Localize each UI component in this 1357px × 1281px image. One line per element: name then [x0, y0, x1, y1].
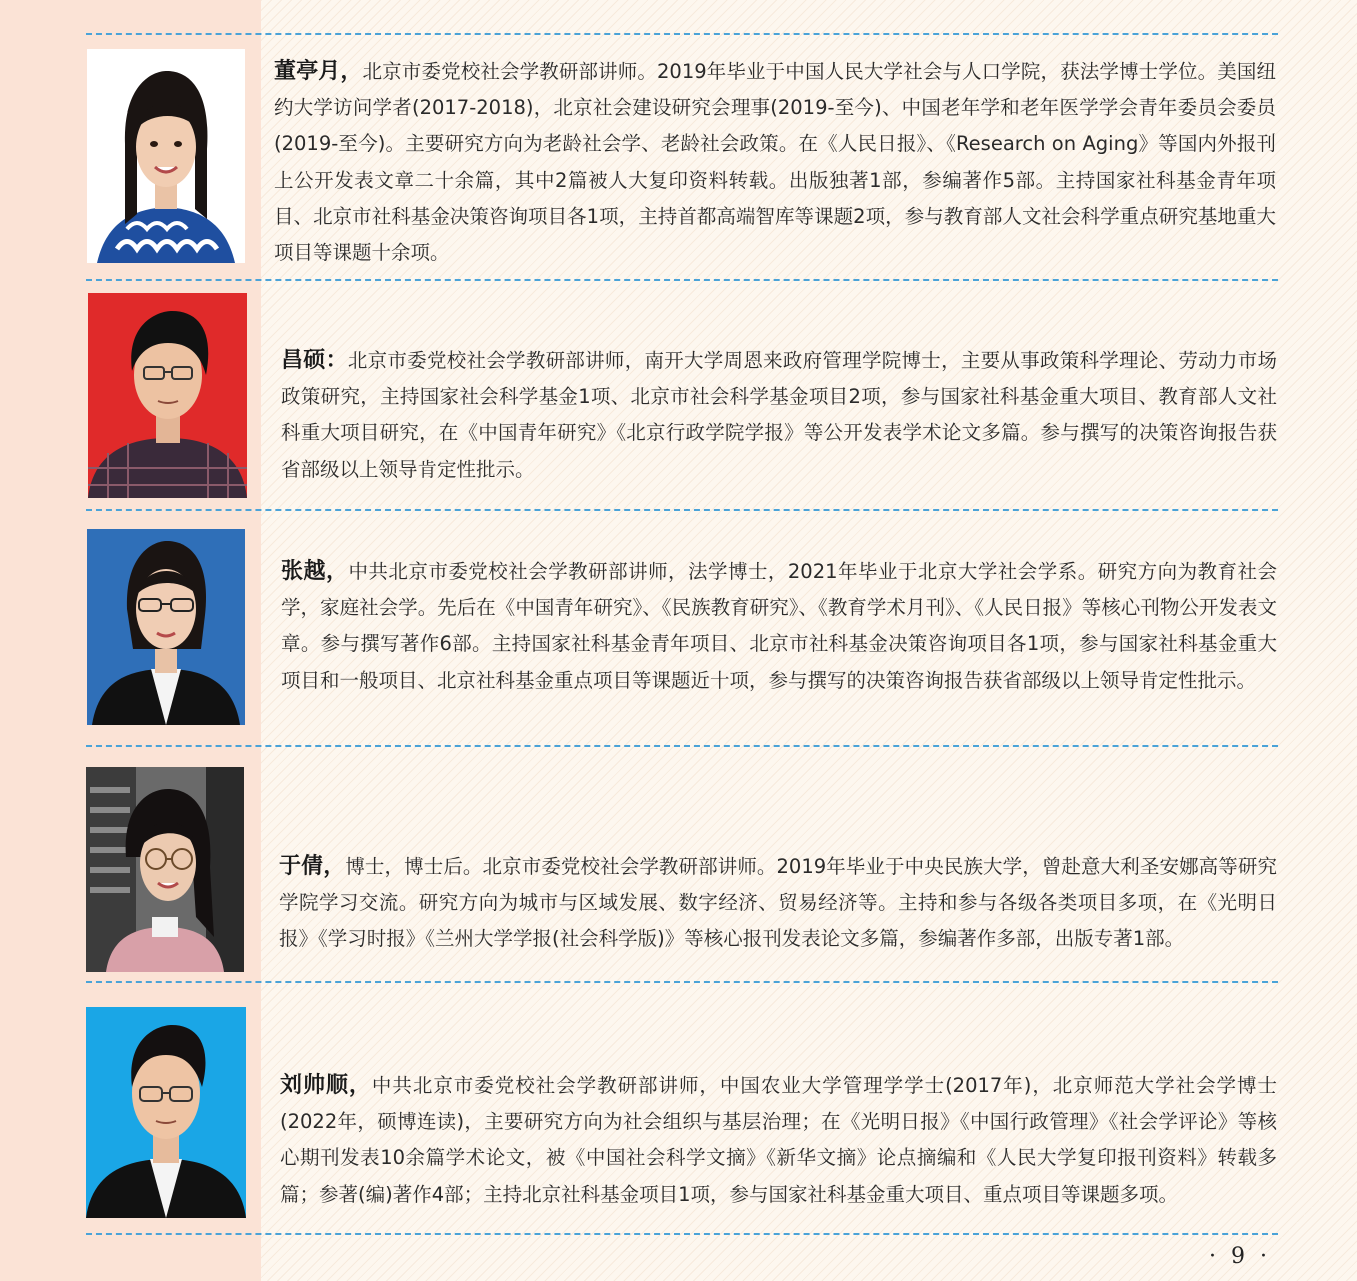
bio-paragraph — [281, 554, 1277, 699]
bio-paragraph — [279, 849, 1277, 958]
name-separator: ： — [325, 348, 348, 373]
portrait-photo — [87, 49, 245, 263]
bio-text: 中共北京市委党校社会学教研部讲师，法学博士，2021年毕业于北京大学社会学系。研究方向为教育社会学，家庭社会学。先后在《中国青年研究》、《民族教育研究》、《教育学术月刊》、《人民日报》等核心刊物公开发表文章。参与撰写著作6部。主持国家社科基金青年项目、北京市社科基金决策咨询项目各1项，参与国家社科基金重大项目和一般项目、北京社科基金重点项目等课题近十项，参与撰写的决策咨询报告获省部级以上领导肯定性批示。 — [281, 560, 1277, 692]
portrait-man-2 — [86, 1007, 246, 1218]
portrait-photo — [88, 293, 247, 498]
name-separator: ， — [325, 559, 349, 584]
portrait-photo — [86, 1007, 246, 1218]
portrait-woman-3 — [86, 767, 244, 972]
divider — [86, 509, 1278, 511]
person-name: 刘帅顺 — [280, 1073, 349, 1098]
name-separator: ， — [340, 59, 363, 84]
portrait-man-1 — [88, 293, 247, 498]
divider — [86, 745, 1278, 747]
divider — [86, 33, 1278, 35]
divider — [86, 981, 1278, 983]
portrait-woman-2 — [87, 529, 245, 725]
bio-text: 中共北京市委党校社会学教研部讲师，中国农业大学管理学学士(2017年)，北京师范大学社会学博士(2022年，硕博连读)，主要研究方向为社会组织与基层治理；在《光明日报》《中国行政管理》《社会学评论》等核心期刊发表10余篇学术论文，被《中国社会科学文摘》《新华文摘》论点摘编和《人民大学复印报刊资料》转载多篇；参著(编)著作4部；主持北京社科基金项目1项，参与国家社科基金重大项目、重点项目等课题多项。 — [280, 1074, 1277, 1206]
name-separator: ， — [323, 854, 346, 879]
divider — [86, 1233, 1278, 1235]
bio-text: 北京市委党校社会学教研部讲师。2019年毕业于中国人民大学社会与人口学院，获法学博士学位。美国纽约大学访问学者(2017-2018)，北京社会建设研究会理事(2019-至今)、中国老年学和老年医学学会青年委员会委员(2019-至今)。主要研究方向为老龄社会学、老龄社会政策。在《人民日报》、《Research on Aging》等国内外报刊上公开发表文章二十余篇，其中2篇被人大复印资料转载。出版独著1部，参编著作5部。主持国家社科基金青年项目、北京市社科基金决策咨询项目各1项，主持首都高端智库等课题2项，参与教育部人文社会科学重点研究基地重大项目等课题十余项。 — [274, 60, 1276, 265]
name-separator: ， — [348, 1073, 372, 1098]
portrait-photo — [87, 529, 245, 725]
bio-paragraph — [280, 1068, 1277, 1213]
bio-paragraph — [281, 343, 1277, 488]
person-name: 张越 — [281, 559, 326, 584]
portrait-woman-1 — [87, 49, 245, 263]
divider — [86, 279, 1278, 281]
portrait-photo — [86, 767, 244, 972]
bio-text: 博士，博士后。北京市委党校社会学教研部讲师。2019年毕业于中央民族大学，曾赴意大利圣安娜高等研究学院学习交流。研究方向为城市与区域发展、数字经济、贸易经济等。主持和参与各级各类项目多项，在《光明日报》《学习时报》《兰州大学学报(社会科学版)》等核心报刊发表论文多篇，参编著作多部，出版专著1部。 — [279, 855, 1277, 951]
page-number: · 9 · — [1209, 1244, 1271, 1269]
person-name: 昌硕 — [281, 348, 326, 373]
bio-paragraph — [274, 54, 1276, 271]
bio-text: 北京市委党校社会学教研部讲师，南开大学周恩来政府管理学院博士，主要从事政策科学理论、劳动力市场政策研究，主持国家社会科学基金1项、北京市社会科学基金项目2项，参与国家社科基金重大项目、教育部人文社科重大项目研究，在《中国青年研究》《北京行政学院学报》等公开发表学术论文多篇。参与撰写的决策咨询报告获省部级以上领导肯定性批示。 — [281, 349, 1277, 481]
person-name: 董亭月 — [274, 59, 341, 84]
person-name: 于倩 — [279, 854, 324, 879]
